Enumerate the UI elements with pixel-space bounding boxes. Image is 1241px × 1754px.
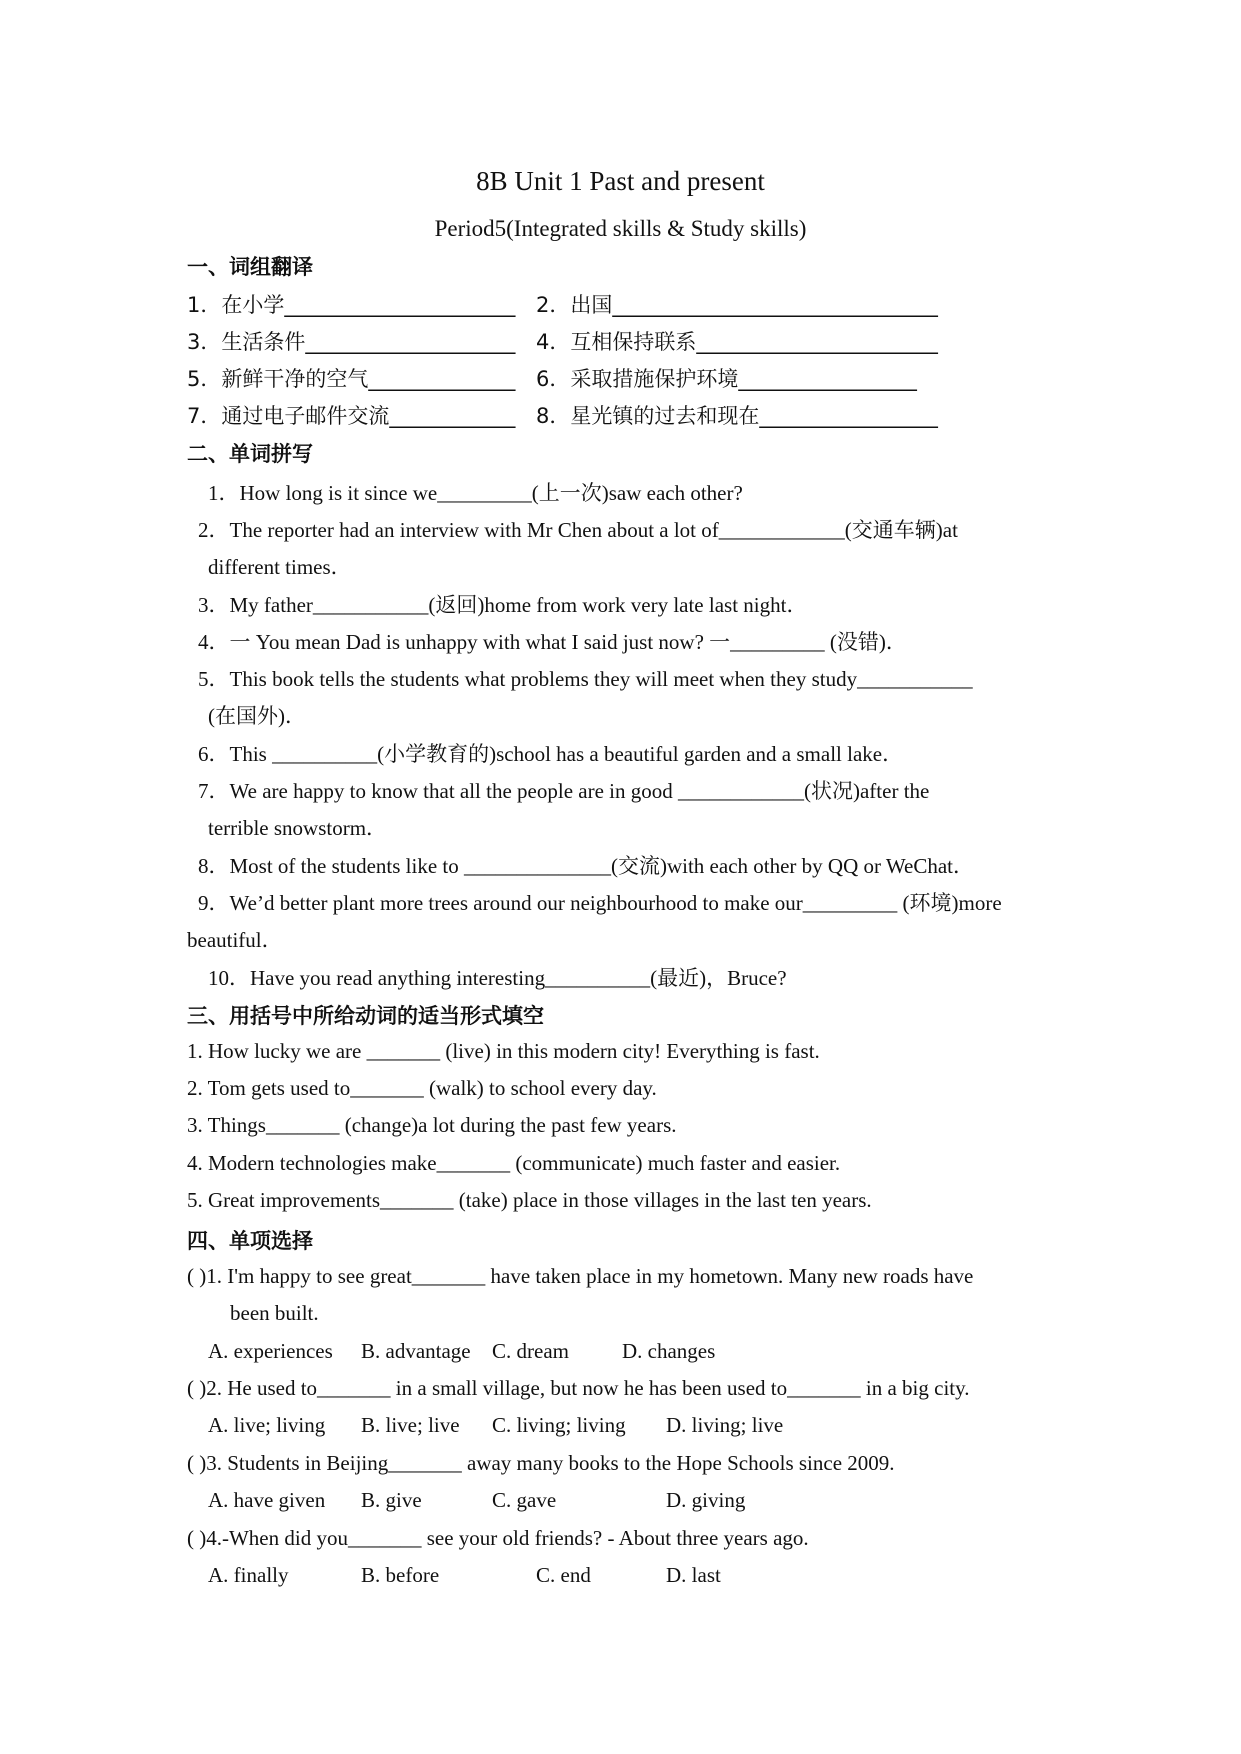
spelling-question-continuation: (在国外)．	[208, 704, 306, 728]
spelling-question: 9．We’d better plant more trees around our neighbourhood to make our_________ (环境)more	[198, 891, 1002, 915]
answer-blank[interactable]: ____________	[389, 404, 516, 428]
section-2-heading: 二、单词拼写	[187, 442, 313, 466]
phrase-item: 5．新鲜干净的空气______________	[187, 367, 516, 391]
option-c[interactable]: C. living; living	[492, 1413, 626, 1437]
spelling-question: 3．My father___________(返回)home from work very late last night．	[198, 593, 808, 617]
option-c[interactable]: C. end	[536, 1563, 591, 1587]
verb-form-question: 5. Great improvements_______ (take) place in those villages in the last ten years.	[187, 1188, 872, 1212]
verb-form-question: 3. Things_______ (change)a lot during the past few years.	[187, 1113, 677, 1137]
spelling-question-continuation: terrible snowstorm．	[208, 816, 388, 840]
worksheet-subtitle: Period5(Integrated skills & Study skills)	[434, 216, 807, 241]
spelling-question: 4．一 You mean Dad is unhappy with what I said just now? 一_________ (没错)．	[198, 630, 907, 654]
answer-blank[interactable]: _________________	[759, 404, 938, 428]
option-b[interactable]: B. live; live	[361, 1413, 460, 1437]
spelling-question-continuation: beautiful．	[187, 928, 283, 952]
option-b[interactable]: B. give	[361, 1488, 422, 1512]
option-b[interactable]: B. before	[361, 1563, 440, 1587]
verb-form-question: 1. How lucky we are _______ (live) in this modern city! Everything is fast.	[187, 1039, 820, 1063]
phrase-item: 8．星光镇的过去和现在_________________	[536, 404, 938, 428]
phrase-item: 4．互相保持联系_______________________	[536, 330, 938, 354]
option-a[interactable]: A. have given	[208, 1488, 326, 1512]
answer-blank[interactable]: ______________________	[284, 293, 516, 317]
choice-question-stem: ( )1. I'm happy to see great_______ have taken place in my hometown. Many new roads have	[187, 1264, 974, 1288]
section-3-heading: 三、用括号中所给动词的适当形式填空	[187, 1004, 544, 1028]
spelling-question: 7．We are happy to know that all the people are in good ____________(状况)after the	[198, 779, 930, 803]
option-d[interactable]: D. living; live	[666, 1413, 784, 1437]
choice-question-stem: ( )2. He used to_______ in a small village, but now he has been used to_______ in a big city.	[187, 1376, 970, 1400]
spelling-question: 5．This book tells the students what problems they will meet when they study___________	[198, 667, 973, 691]
answer-blank[interactable]: _______________________________	[612, 293, 938, 317]
section-4-heading: 四、单项选择	[187, 1229, 313, 1253]
phrase-item: 6．采取措施保护环境_________________	[536, 367, 917, 391]
option-a[interactable]: A. experiences	[208, 1339, 333, 1363]
choice-question-stem: ( )4.-When did you_______ see your old friends? - About three years ago.	[187, 1526, 809, 1550]
option-a[interactable]: A. finally	[208, 1563, 289, 1587]
section-1-heading: 一、词组翻译	[187, 255, 313, 279]
phrase-item: 2．出国_______________________________	[536, 293, 938, 317]
option-b[interactable]: B. advantage	[361, 1339, 471, 1363]
verb-form-question: 2. Tom gets used to_______ (walk) to school every day.	[187, 1076, 657, 1100]
option-d[interactable]: D. last	[666, 1563, 721, 1587]
spelling-question: 2．The reporter had an interview with Mr Chen about a lot of____________(交通车辆)at	[198, 518, 958, 542]
phrase-item: 3．生活条件____________________	[187, 330, 516, 354]
verb-form-question: 4. Modern technologies make_______ (communicate) much faster and easier.	[187, 1151, 841, 1175]
phrase-item: 7．通过电子邮件交流____________	[187, 404, 516, 428]
choice-question-stem-continuation: been built.	[230, 1301, 319, 1325]
option-d[interactable]: D. changes	[622, 1339, 716, 1363]
answer-blank[interactable]: _______________________	[696, 330, 938, 354]
spelling-question: 1．How long is it since we_________(上一次)saw each other?	[208, 481, 743, 505]
phrase-item: 1．在小学______________________	[187, 293, 516, 317]
choice-question-stem: ( )3. Students in Beijing_______ away many books to the Hope Schools since 2009.	[187, 1451, 895, 1475]
worksheet-title: 8B Unit 1 Past and present	[476, 166, 765, 196]
spelling-question: 6．This __________(小学教育的)school has a beautiful garden and a small lake．	[198, 742, 904, 766]
answer-blank[interactable]: ____________________	[305, 330, 516, 354]
option-c[interactable]: C. gave	[492, 1488, 557, 1512]
spelling-question-continuation: different times．	[208, 555, 352, 579]
answer-blank[interactable]: _________________	[738, 367, 917, 391]
spelling-question: 10．Have you read anything interesting__________(最近)，Bruce?	[208, 966, 787, 990]
spelling-question: 8．Most of the students like to ______________(交流)with each other by QQ or WeChat．	[198, 854, 974, 878]
option-c[interactable]: C. dream	[492, 1339, 569, 1363]
option-a[interactable]: A. live; living	[208, 1413, 326, 1437]
option-d[interactable]: D. giving	[666, 1488, 746, 1512]
answer-blank[interactable]: ______________	[368, 367, 516, 391]
